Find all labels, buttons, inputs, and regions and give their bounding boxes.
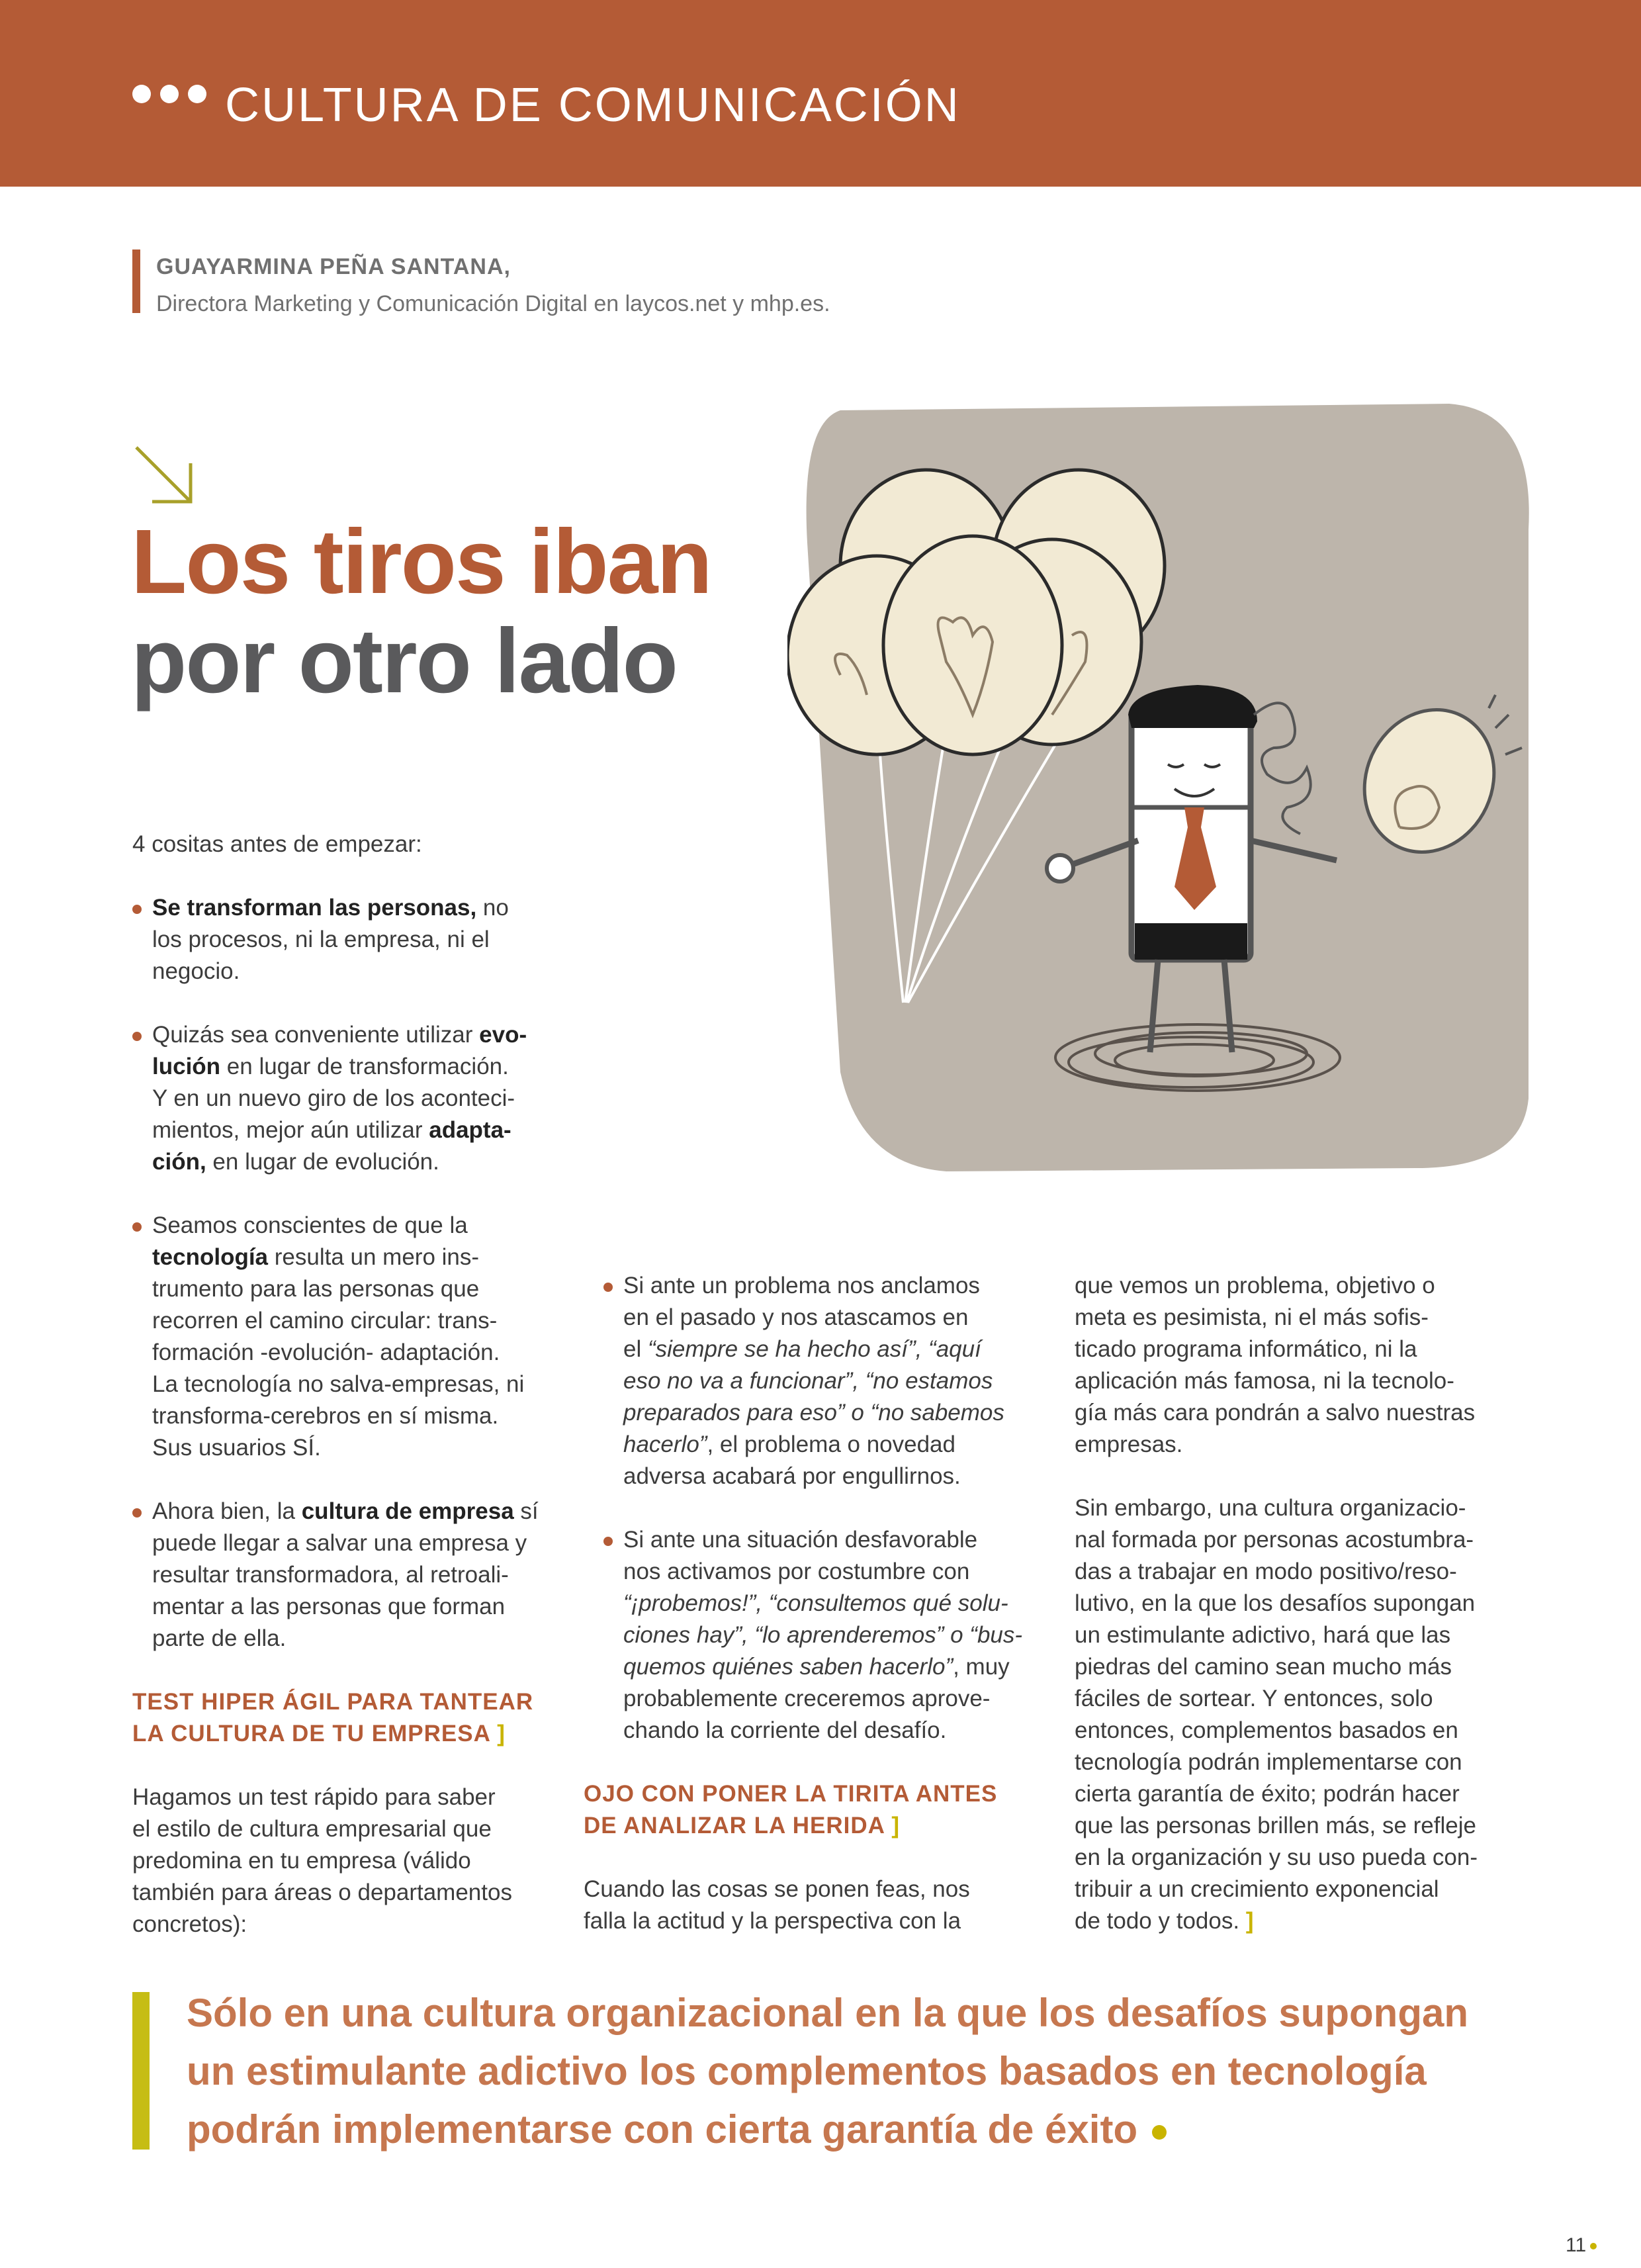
pull-quote-bar bbox=[132, 1992, 150, 2150]
balloon-man-illustration bbox=[787, 384, 1542, 1178]
column-3 bbox=[1075, 1270, 1538, 1969]
pull-quote: Sólo en una cultura organizacional en la que los desafíos supongan un estimulante adictivo los complementos basados en tecnología podrán implementarse con cierta garantía de éxito bbox=[187, 1991, 1468, 2152]
arrow-down-right-icon bbox=[132, 443, 196, 507]
dot-icon bbox=[132, 85, 151, 103]
bullet-6: Si ante una situación desfavorable nos activamos por costumbre con “¡probemos!”, “consultemos qué solu- ciones hay”, “lo aprenderemos” o “bus- quemos quiénes saben hacerlo”, muy probablemente creceremos aprove- chando la corriente del desafío. bbox=[603, 1524, 1040, 1746]
para-col3-b: Sin embargo, una cultura organizacio- nal formada por personas acostumbra- das a trabajar en modo positivo/reso- lutivo, en la que los desafíos supongan un estimulante adictivo, hará que las piedras del camino sean mucho más fáciles de sortear. Y entonces, solo entonces, complementos basados en tecnología podrán implementarse con cierta garantía de éxito; podrán hacer que las personas brillen más, se refleje en la organización y su uso pueda con- tribuir a un crecimiento exponencial de todo y todos. ] bbox=[1075, 1495, 1478, 1934]
author-accent-bar bbox=[132, 249, 140, 313]
header-band bbox=[0, 0, 1641, 187]
dot-icon bbox=[160, 85, 179, 103]
subhead-tirita: OJO CON PONER LA TIRITA ANTES DE ANALIZAR LA HERIDA ] bbox=[584, 1781, 998, 1838]
dot-icon bbox=[188, 85, 206, 103]
intro-text: 4 cositas antes de empezar: bbox=[132, 831, 422, 857]
quote-end-dot-icon bbox=[1152, 2125, 1167, 2140]
para-col3-a: que vemos un problema, objetivo o meta es pesimista, ni el más sofis- ticado programa informático, ni la aplicación más famosa, ni la tecnolo- gía más cara pondrán a salvo nuestras empresas. bbox=[1075, 1273, 1476, 1457]
bullet-3: Seamos conscientes de que la tecnología resulta un mero ins- trumento para las personas que recorren el camino circular: trans- formación -evolución- adaptación. La tecnología no salva-empresas, ni transforma-cerebros en sí misma. Sus usuarios SÍ. bbox=[132, 1210, 569, 1464]
column-2 bbox=[584, 1270, 1040, 1969]
para-test: Hagamos un test rápido para saber el estilo de cultura empresarial que predomina en tu empresa (válido también para áreas o departamentos concretos): bbox=[132, 1784, 512, 1937]
para-cosas: Cuando las cosas se ponen feas, nos falla la actitud y la perspectiva con la bbox=[584, 1876, 970, 1934]
bullet-2: Quizás sea conveniente utilizar evo- lución en lugar de transformación. Y en un nuevo giro de los aconteci- mientos, mejor aún utilizar adapta- ción, en lugar de evolución. bbox=[132, 1019, 569, 1178]
bullet-1: Se transforman las personas, no los procesos, ni la empresa, ni el negocio. bbox=[132, 892, 569, 987]
author-name: GUAYARMINA PEÑA SANTANA, bbox=[156, 254, 511, 279]
column-1 bbox=[132, 829, 569, 1972]
page-number: 11 bbox=[1566, 2234, 1597, 2257]
subhead-test: TEST HIPER ÁGIL PARA TANTEAR LA CULTURA DE TU EMPRESA ] bbox=[132, 1689, 534, 1746]
page-dot-icon bbox=[1590, 2243, 1597, 2249]
header-dots bbox=[132, 85, 216, 107]
article-title-line2: por otro lado bbox=[131, 610, 677, 712]
bullet-5: Si ante un problema nos anclamos en el pasado y nos atascamos en el “siempre se ha hecho así”, “aquí eso no va a funcionar”, “no estamos preparados para eso” o “no sabemos hacerlo”, el problema o novedad adversa acabará por engullirnos. bbox=[603, 1270, 1040, 1492]
article-title-line1: Los tiros iban bbox=[131, 511, 711, 613]
author-role: Directora Marketing y Comunicación Digital en laycos.net y mhp.es. bbox=[156, 291, 830, 316]
section-title: CULTURA DE COMUNICACIÓN bbox=[225, 79, 961, 132]
bullet-4: Ahora bien, la cultura de empresa sí puede llegar a salvar una empresa y resultar transformadora, al retroali- mentar a las personas que forman parte de ella. bbox=[132, 1496, 569, 1655]
